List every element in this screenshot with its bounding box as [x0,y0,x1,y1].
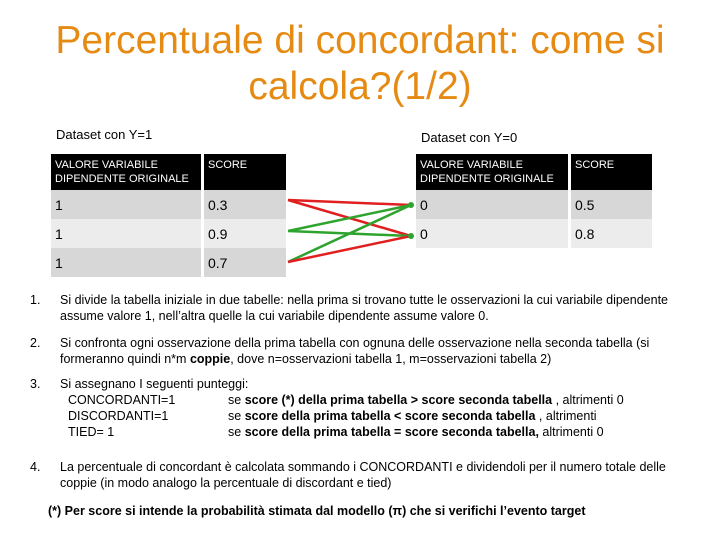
rule-bold: score della prima tabella = score seconda tabella, [244,425,539,439]
cell-value: 1 [51,248,203,277]
right-dataset-label: Dataset con Y=0 [421,130,518,145]
pair-endpoint-dot [408,233,414,239]
rule-condition [228,392,624,408]
pair-line-discordant [288,236,411,262]
step-number: 3. [30,377,41,391]
rule-tail: , altrimenti 0 [552,393,624,407]
rule-condition [228,408,597,424]
step-number: 4. [30,460,41,474]
header-dependent-variable: VALORE VARIABILE DIPENDENTE ORIGINALE [416,154,570,190]
step-number: 2. [30,336,41,350]
cell-score: 0.5 [570,190,653,219]
step-text: Si assegnano I seguenti punteggi: [60,377,249,391]
rule-name: CONCORDANTI=1 [68,393,176,407]
rule-name: DISCORDANTI=1 [68,409,169,423]
cell-value: 1 [51,190,203,219]
rule-se: se [228,409,245,423]
cell-score: 0.7 [203,248,287,277]
header-dependent-variable: VALORE VARIABILE DIPENDENTE ORIGINALE [51,154,203,190]
step-number: 1. [30,293,41,307]
rule-bold: score della prima tabella < score seconda tabella [244,409,536,423]
header-score: SCORE [570,154,653,190]
step-text: Si divide la tabella iniziale in due tabelle: nella prima si trovano tutte le osservazioni la cui variabile dipendente assume valore 1, nell’altra quelle la cui variabile dipendente assume valore 0. [60,293,668,323]
cell-score: 0.9 [203,219,287,248]
footnote: (*) Per score si intende la probabilità stimata dal modello (π) che si verifichi l’evento target [48,504,586,518]
cell-score: 0.3 [203,190,287,219]
pair-line-concordant [288,205,411,262]
step-text: La percentuale di concordant è calcolata sommando i CONCORDANTI e dividendoli per il numero totale delle coppie (in modo analogo la percentuale di discordant e tied) [60,460,666,490]
rule-tail: , altrimenti [535,409,597,423]
rule-bold: score (*) della prima tabella > score seconda tabella [244,393,553,407]
step-text-part: Si confronta ogni osservazione della prima tabella con ognuna delle osservazione nella seconda tabella (si formeranno quindi n*m [60,336,650,366]
cell-value: 0 [416,190,570,219]
rule-condition [228,424,604,440]
cell-value: 1 [51,219,203,248]
left-dataset-label: Dataset con Y=1 [56,127,153,142]
slide-title: Percentuale di concordant: come si calcola?(1/2) [55,19,665,108]
rule-name: TIED= 1 [68,425,115,439]
pair-line-concordant [288,205,411,231]
cell-score: 0.8 [570,219,653,248]
header-score: SCORE [203,154,287,190]
rule-se: se [228,393,245,407]
step-text [60,335,700,367]
step-text-part: , dove n=osservazioni tabella 1, m=osservazioni tabella 2) [230,352,552,366]
pair-endpoint-dot [408,202,414,208]
rule-se: se [228,425,245,439]
cell-value: 0 [416,219,570,248]
step-text-bold: coppie [189,352,231,366]
rule-tail: altrimenti 0 [538,425,604,439]
